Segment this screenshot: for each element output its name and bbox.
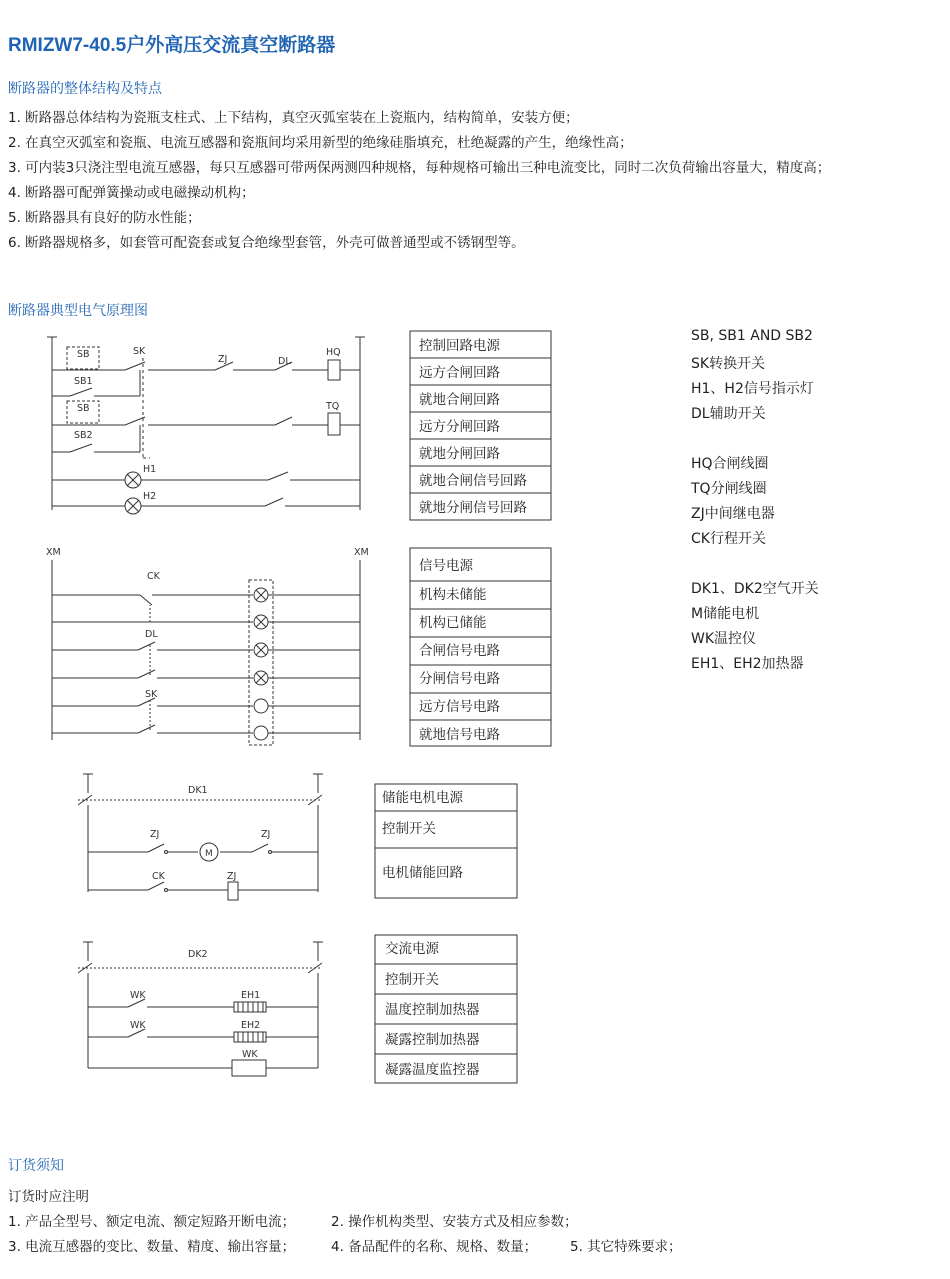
label-motor-m: M bbox=[205, 849, 213, 859]
features-heading: 断路器的整体结构及特点 bbox=[8, 81, 162, 97]
legend-item: H1、H2信号指示灯 bbox=[691, 381, 814, 397]
label-hq: HQ bbox=[326, 347, 341, 358]
legend-item: TQ分闸线圈 bbox=[691, 481, 767, 497]
label-ck: CK bbox=[147, 571, 160, 582]
control-table-cell: 就地合闸信号回路 bbox=[419, 473, 527, 489]
heater-table-cell: 凝露温度监控器 bbox=[385, 1062, 480, 1078]
order-heading: 订货须知 bbox=[8, 1158, 64, 1174]
motor-table-cell: 电机储能回路 bbox=[382, 865, 463, 881]
control-table-cell: 远方分闸回路 bbox=[419, 419, 500, 435]
label-zj-a: ZJ bbox=[150, 829, 160, 840]
signal-table-cell: 机构未储能 bbox=[419, 587, 487, 603]
feature-item-3: 3. 可内装3只浇注型电流互感器，每只互感器可带两保两测四种规格，每种规格可输出三种电流变比，同时二次负荷输出容量大，精度高； bbox=[8, 160, 831, 176]
legend-item: HQ合闸线圈 bbox=[691, 456, 769, 472]
control-table-cell: 就地分闸回路 bbox=[419, 446, 500, 462]
diagram-heading: 断路器典型电气原理图 bbox=[8, 303, 148, 319]
order-subheading: 订货时应注明 bbox=[8, 1189, 89, 1205]
control-table-cell: 远方合闸回路 bbox=[419, 365, 500, 381]
legend-item: DL辅助开关 bbox=[691, 406, 766, 422]
order-item-4: 4. 备品配件的名称、规格、数量； bbox=[331, 1239, 538, 1255]
heater-table-cell: 凝露控制加热器 bbox=[385, 1032, 480, 1048]
label-h1: H1 bbox=[143, 464, 157, 475]
label-zj: ZJ bbox=[218, 354, 228, 365]
heater-table-cell: 控制开关 bbox=[385, 972, 439, 988]
legend-item: SK转换开关 bbox=[691, 356, 766, 372]
label-zj-coil: ZJ bbox=[227, 871, 237, 882]
label-wk-2: WK bbox=[130, 1020, 146, 1031]
label-xm-left: XM bbox=[46, 547, 61, 558]
order-item-5: 5. 其它特殊要求； bbox=[570, 1239, 682, 1255]
feature-item-4: 4. 断路器可配弹簧操动或电磁操动机构； bbox=[8, 185, 255, 201]
feature-item-6: 6. 断路器规格多，如套管可配瓷套或复合绝缘型套管，外壳可做普通型或不锈钢型等。 bbox=[8, 235, 525, 251]
motor-table-cell: 储能电机电源 bbox=[382, 790, 463, 806]
order-item-1: 1. 产品全型号、额定电流、额定短路开断电流； bbox=[8, 1214, 296, 1230]
order-item-3: 3. 电流互感器的变比、数量、精度、输出容量； bbox=[8, 1239, 296, 1255]
label-sk: SK bbox=[133, 346, 146, 357]
label-xm-right: XM bbox=[354, 547, 369, 558]
page-title: RMIZW7-40.5户外高压交流真空断路器 bbox=[8, 35, 336, 56]
feature-item-2: 2. 在真空灭弧室和瓷瓶、电流互感器和瓷瓶间均采用新型的绝缘硅脂填充，杜绝凝露的产生，绝缘性高； bbox=[8, 135, 633, 151]
label-dl: DL bbox=[278, 356, 291, 367]
legend-item: WK温控仪 bbox=[691, 631, 757, 647]
order-item-2: 2. 操作机构类型、安装方式及相应参数； bbox=[331, 1214, 578, 1230]
control-table-cell: 就地合闸回路 bbox=[419, 392, 500, 408]
label-sb-2: SB bbox=[77, 403, 90, 414]
signal-table-cell: 就地信号电路 bbox=[419, 727, 500, 743]
label-dl-signal: DL bbox=[145, 629, 158, 640]
signal-circuit bbox=[52, 560, 360, 745]
label-dk1: DK1 bbox=[188, 785, 208, 796]
label-wk-box: WK bbox=[242, 1049, 258, 1060]
label-eh1: EH1 bbox=[241, 990, 261, 1001]
signal-table-cell: 分闸信号电路 bbox=[419, 671, 500, 687]
control-table-cell: 就地分闸信号回路 bbox=[419, 500, 527, 516]
legend-item: SB, SB1 AND SB2 bbox=[691, 328, 813, 344]
heater-circuit bbox=[78, 942, 323, 1076]
control-circuit bbox=[47, 337, 365, 514]
feature-item-1: 1. 断路器总体结构为瓷瓶支柱式、上下结构，真空灭弧室装在上瓷瓶内，结构简单，安装方便； bbox=[8, 110, 579, 126]
signal-table-cell: 机构已储能 bbox=[419, 615, 487, 631]
signal-table-cell: 信号电源 bbox=[419, 558, 473, 574]
legend-item: EH1、EH2加热器 bbox=[691, 656, 804, 672]
label-sb: SB bbox=[77, 349, 90, 360]
legend-item: M储能电机 bbox=[691, 606, 760, 622]
label-ck-motor: CK bbox=[152, 871, 165, 882]
label-eh2: EH2 bbox=[241, 1020, 261, 1031]
label-wk-1: WK bbox=[130, 990, 146, 1001]
label-sk-signal: SK bbox=[145, 689, 158, 700]
motor-table-cell: 控制开关 bbox=[382, 821, 436, 837]
legend-item: DK1、DK2空气开关 bbox=[691, 581, 819, 597]
label-h2: H2 bbox=[143, 491, 157, 502]
signal-table-cell: 远方信号电路 bbox=[419, 699, 500, 715]
label-dk2: DK2 bbox=[188, 949, 208, 960]
label-tq: TQ bbox=[326, 401, 340, 412]
control-table-cell: 控制回路电源 bbox=[419, 338, 500, 354]
legend-item: CK行程开关 bbox=[691, 531, 766, 547]
heater-table-cell: 交流电源 bbox=[385, 941, 439, 957]
wiring-schematic bbox=[0, 320, 600, 1100]
signal-table-cell: 合闸信号电路 bbox=[419, 643, 500, 659]
legend-item: ZJ中间继电器 bbox=[691, 506, 775, 522]
label-sb1: SB1 bbox=[74, 376, 93, 387]
label-sb2: SB2 bbox=[74, 430, 93, 441]
feature-item-5: 5. 断路器具有良好的防水性能； bbox=[8, 210, 201, 226]
label-zj-b: ZJ bbox=[261, 829, 271, 840]
heater-table-cell: 温度控制加热器 bbox=[385, 1002, 480, 1018]
